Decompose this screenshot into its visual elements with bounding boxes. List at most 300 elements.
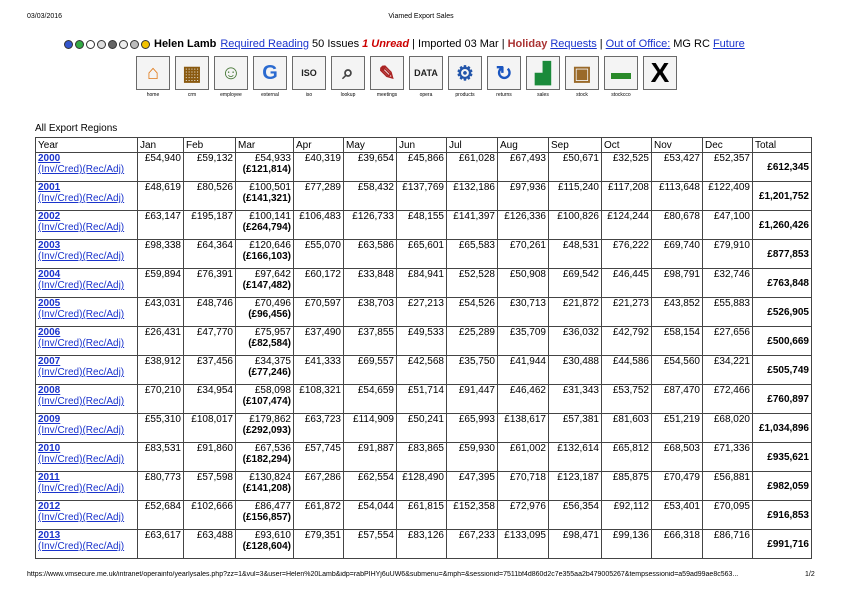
month-cell-feb: £63,488 (184, 530, 236, 559)
month-value: £75,957 (254, 327, 291, 338)
unread-count: 1 (362, 38, 369, 50)
year-cell (36, 269, 138, 298)
out-of-office-link[interactable]: Out of Office: (605, 38, 671, 50)
month-cell-oct: £32,525 (602, 153, 652, 182)
month-cell-apr: £108,321 (294, 385, 344, 414)
month-cell-nov: £53,427 (652, 153, 703, 182)
year-cell (36, 501, 138, 530)
toolbar-label: home (146, 92, 160, 98)
year-cell (36, 385, 138, 414)
month-cell-jun: £128,490 (397, 472, 447, 501)
column-header-aug: Aug (498, 138, 549, 153)
inv-cred-rec-adj-link[interactable]: (Inv/Cred)(Rec/Adj) (38, 541, 125, 552)
month-cell-sep: £30,488 (549, 356, 602, 385)
month-cell-aug: £50,908 (498, 269, 549, 298)
column-header-sep: Sep (549, 138, 602, 153)
month-value: £54,933 (254, 153, 291, 164)
magnifier-icon-glyph: ⌕ (342, 61, 354, 84)
toolbar-button-exit[interactable] (642, 56, 678, 98)
out-of-office-names: MG RC (673, 38, 710, 50)
table-row (36, 530, 812, 559)
adjustment-value: (£156,857) (242, 512, 291, 523)
month-cell-may: £54,044 (344, 501, 397, 530)
book-icon-glyph: ▬ (611, 61, 631, 84)
month-cell-jul: £52,528 (447, 269, 498, 298)
month-cell-apr: £67,286 (294, 472, 344, 501)
month-cell-jan: £54,940 (138, 153, 184, 182)
table-row (36, 269, 812, 298)
smiley-icon[interactable] (141, 40, 150, 49)
month-cell-may: £38,703 (344, 298, 397, 327)
month-cell-may: £58,432 (344, 182, 397, 211)
separator: | (599, 38, 603, 50)
month-cell-apr: £79,351 (294, 530, 344, 559)
month-cell-feb: £47,770 (184, 327, 236, 356)
month-cell-oct: £99,136 (602, 530, 652, 559)
year-cell (36, 414, 138, 443)
column-header-year: Year (36, 138, 138, 153)
month-cell-jan: £48,619 (138, 182, 184, 211)
inv-cred-rec-adj-link[interactable]: (Inv/Cred)(Rec/Adj) (38, 367, 125, 378)
month-cell-jul: £152,358 (447, 501, 498, 530)
year-link[interactable]: 2008 (38, 385, 61, 396)
month-cell-jul: £59,930 (447, 443, 498, 472)
toolbar-button-returns[interactable] (486, 56, 522, 98)
month-value: £86,477 (254, 501, 291, 512)
toolbar-button-external[interactable] (252, 56, 288, 98)
google-icon-glyph: G (262, 61, 278, 84)
month-cell-may: £57,554 (344, 530, 397, 559)
month-cell-oct: £46,445 (602, 269, 652, 298)
month-cell-jul: £67,233 (447, 530, 498, 559)
month-cell-mar (236, 182, 294, 211)
total-cell: £1,201,752 (753, 182, 812, 211)
adjustment-value: (£107,474) (242, 396, 291, 407)
adjustment-value: (£292,093) (242, 425, 291, 436)
month-cell-nov: £69,740 (652, 240, 703, 269)
month-cell-jan: £43,031 (138, 298, 184, 327)
month-cell-sep: £100,826 (549, 211, 602, 240)
adjustment-value: (£141,208) (242, 483, 291, 494)
table-row (36, 211, 812, 240)
year-link[interactable]: 2001 (38, 182, 61, 193)
toolbar-button-sales[interactable] (525, 56, 561, 98)
calendar-icon[interactable] (119, 40, 128, 49)
month-cell-nov: £53,401 (652, 501, 703, 530)
month-cell-dec: £27,656 (703, 327, 753, 356)
year-link[interactable]: 2007 (38, 356, 61, 367)
month-cell-nov: £58,154 (652, 327, 703, 356)
box-icon-glyph: ▣ (572, 62, 592, 85)
total-cell: £982,059 (753, 472, 812, 501)
separator: | (412, 38, 416, 50)
month-cell-dec: £55,883 (703, 298, 753, 327)
month-cell-nov: £113,648 (652, 182, 703, 211)
toolbar-label: external (261, 92, 279, 98)
inv-cred-rec-adj-link[interactable]: (Inv/Cred)(Rec/Adj) (38, 454, 125, 465)
inv-cred-rec-adj-link[interactable]: (Inv/Cred)(Rec/Adj) (38, 280, 125, 291)
adjustment-value: (£264,794) (242, 222, 291, 233)
month-cell-jun: £49,533 (397, 327, 447, 356)
pencil-paper-icon (370, 56, 404, 90)
month-cell-dec: £32,746 (703, 269, 753, 298)
year-link[interactable]: 2003 (38, 240, 61, 251)
month-cell-mar (236, 443, 294, 472)
month-cell-dec: £56,881 (703, 472, 753, 501)
month-cell-jan: £55,310 (138, 414, 184, 443)
month-cell-aug: £41,944 (498, 356, 549, 385)
month-cell-oct: £124,244 (602, 211, 652, 240)
year-link[interactable]: 2005 (38, 298, 61, 309)
month-cell-may: £126,733 (344, 211, 397, 240)
month-cell-may: £91,887 (344, 443, 397, 472)
month-cell-dec: £79,910 (703, 240, 753, 269)
month-cell-jul: £65,583 (447, 240, 498, 269)
month-cell-may: £39,654 (344, 153, 397, 182)
year-link[interactable]: 2004 (38, 269, 61, 280)
month-cell-may: £69,557 (344, 356, 397, 385)
toolbar-button-crm[interactable] (174, 56, 210, 98)
toolbar-label: sales (537, 92, 549, 98)
month-cell-sep: £115,240 (549, 182, 602, 211)
month-cell-oct: £92,112 (602, 501, 652, 530)
toolbar-button-home[interactable] (135, 56, 171, 98)
export-sales-table (35, 137, 812, 559)
future-link[interactable]: Future (712, 38, 745, 50)
year-cell (36, 356, 138, 385)
month-cell-nov: £66,318 (652, 530, 703, 559)
column-header-jul: Jul (447, 138, 498, 153)
month-cell-feb: £76,391 (184, 269, 236, 298)
year-link[interactable]: 2013 (38, 530, 61, 541)
table-header-row (36, 138, 812, 153)
month-cell-jul: £65,993 (447, 414, 498, 443)
sales-chart-icon-glyph: ▟ (535, 62, 551, 85)
toolbar-button-iso[interactable] (291, 56, 327, 98)
month-cell-aug: £67,493 (498, 153, 549, 182)
month-cell-aug: £72,976 (498, 501, 549, 530)
inv-cred-rec-adj-link[interactable]: (Inv/Cred)(Rec/Adj) (38, 338, 125, 349)
month-cell-nov: £87,470 (652, 385, 703, 414)
unread-label[interactable]: Unread (371, 38, 410, 50)
month-cell-mar (236, 298, 294, 327)
year-cell (36, 211, 138, 240)
adjustment-value: (£147,482) (242, 280, 291, 291)
year-link[interactable]: 2000 (38, 153, 61, 164)
month-cell-mar (236, 385, 294, 414)
month-cell-jan: £38,912 (138, 356, 184, 385)
month-cell-mar (236, 530, 294, 559)
month-cell-sep: £50,671 (549, 153, 602, 182)
document-icon[interactable] (130, 40, 139, 49)
total-cell: £500,669 (753, 327, 812, 356)
month-cell-aug: £133,095 (498, 530, 549, 559)
month-cell-jan: £70,210 (138, 385, 184, 414)
month-value: £93,610 (254, 530, 291, 541)
page-url: https://www.vmsecure.me.uk/intranet/operainfo/yearlysales.php?zz=1&vul=3&user=Helen%20Lamb&idp=rabPIHYj6uUW6&submenu=&mph=&sessionid=7511bf4d860d2c7e355aa2b479005267&tempsessionid=a59ad99ae8c563... (27, 571, 739, 578)
total-cell: £877,853 (753, 240, 812, 269)
total-cell: £763,848 (753, 269, 812, 298)
total-cell: £505,749 (753, 356, 812, 385)
month-cell-dec: £122,409 (703, 182, 753, 211)
month-cell-jun: £42,568 (397, 356, 447, 385)
total-cell: £1,260,426 (753, 211, 812, 240)
inv-cred-rec-adj-link[interactable]: (Inv/Cred)(Rec/Adj) (38, 164, 125, 175)
year-cell (36, 443, 138, 472)
column-header-jan: Jan (138, 138, 184, 153)
returns-icon (487, 56, 521, 90)
month-cell-apr: £61,872 (294, 501, 344, 530)
month-cell-feb: £37,456 (184, 356, 236, 385)
month-cell-aug: £61,002 (498, 443, 549, 472)
month-cell-aug: £30,713 (498, 298, 549, 327)
month-cell-oct: £65,812 (602, 443, 652, 472)
month-cell-feb: £57,598 (184, 472, 236, 501)
month-cell-jan: £52,684 (138, 501, 184, 530)
inv-cred-rec-adj-link[interactable]: (Inv/Cred)(Rec/Adj) (38, 425, 125, 436)
month-cell-mar (236, 414, 294, 443)
month-cell-may: £37,855 (344, 327, 397, 356)
month-cell-jun: £48,155 (397, 211, 447, 240)
toolbar-button-stock[interactable] (564, 56, 600, 98)
month-cell-oct: £76,222 (602, 240, 652, 269)
inv-cred-rec-adj-link[interactable]: (Inv/Cred)(Rec/Adj) (38, 222, 125, 233)
month-cell-apr: £40,319 (294, 153, 344, 182)
month-cell-dec: £52,357 (703, 153, 753, 182)
year-link[interactable]: 2006 (38, 327, 61, 338)
toolbar-button-stockcco[interactable] (603, 56, 639, 98)
month-cell-feb: £80,526 (184, 182, 236, 211)
month-value: £100,501 (249, 182, 291, 193)
opera-data-icon-glyph: DATA (414, 68, 438, 78)
month-cell-sep: £132,614 (549, 443, 602, 472)
month-cell-oct: £85,875 (602, 472, 652, 501)
inv-cred-rec-adj-link[interactable]: (Inv/Cred)(Rec/Adj) (38, 309, 125, 320)
month-cell-feb: £34,954 (184, 385, 236, 414)
year-cell (36, 530, 138, 559)
year-cell (36, 153, 138, 182)
toolbar-label: iso (305, 92, 313, 98)
column-header-apr: Apr (294, 138, 344, 153)
toolbar-button-employee[interactable] (213, 56, 249, 98)
month-cell-apr: £60,172 (294, 269, 344, 298)
total-cell: £1,034,896 (753, 414, 812, 443)
month-cell-oct: £117,208 (602, 182, 652, 211)
month-cell-nov: £68,503 (652, 443, 703, 472)
toolbar-label: stock (576, 92, 588, 98)
month-value: £179,862 (249, 414, 291, 425)
month-cell-sep: £57,381 (549, 414, 602, 443)
inv-cred-rec-adj-link[interactable]: (Inv/Cred)(Rec/Adj) (38, 396, 125, 407)
month-value: £34,375 (254, 356, 291, 367)
year-link[interactable]: 2009 (38, 414, 61, 425)
month-cell-oct: £42,792 (602, 327, 652, 356)
region-title: All Export Regions (35, 123, 118, 134)
toolbar-label: crm (187, 92, 197, 98)
month-cell-jun: £45,866 (397, 153, 447, 182)
month-cell-aug: £138,617 (498, 414, 549, 443)
top-status-bar (64, 37, 745, 51)
toolbar-button-opera[interactable] (408, 56, 444, 98)
month-cell-jan: £26,431 (138, 327, 184, 356)
table-row (36, 443, 812, 472)
inv-cred-rec-adj-link[interactable]: (Inv/Cred)(Rec/Adj) (38, 483, 125, 494)
holiday-label: Holiday (507, 38, 548, 50)
employee-icon-glyph: ☺ (220, 61, 242, 84)
year-cell (36, 182, 138, 211)
month-cell-jan: £63,617 (138, 530, 184, 559)
month-value: £67,536 (254, 443, 291, 454)
toolbar-label: returns (496, 92, 512, 98)
toolbar-button-meetings[interactable] (369, 56, 405, 98)
tools-icon[interactable] (86, 40, 95, 49)
month-cell-mar (236, 240, 294, 269)
month-cell-jul: £132,186 (447, 182, 498, 211)
table-row (36, 472, 812, 501)
table-row (36, 414, 812, 443)
column-header-mar: Mar (236, 138, 294, 153)
month-cell-sep: £98,471 (549, 530, 602, 559)
month-cell-sep: £31,343 (549, 385, 602, 414)
month-cell-oct: £21,273 (602, 298, 652, 327)
month-cell-feb: £64,364 (184, 240, 236, 269)
month-cell-dec: £71,336 (703, 443, 753, 472)
table-row (36, 501, 812, 530)
total-cell: £760,897 (753, 385, 812, 414)
year-link[interactable]: 2010 (38, 443, 61, 454)
month-cell-dec: £68,020 (703, 414, 753, 443)
adjustment-value: (£166,103) (242, 251, 291, 262)
month-cell-apr: £106,483 (294, 211, 344, 240)
adjustment-value: (£96,456) (248, 309, 291, 320)
month-value: £130,824 (249, 472, 291, 483)
month-cell-oct: £81,603 (602, 414, 652, 443)
month-cell-feb: £102,666 (184, 501, 236, 530)
month-value: £120,646 (249, 240, 291, 251)
month-cell-feb: £91,860 (184, 443, 236, 472)
month-cell-nov: £98,791 (652, 269, 703, 298)
month-cell-jun: £27,213 (397, 298, 447, 327)
inv-cred-rec-adj-link[interactable]: (Inv/Cred)(Rec/Adj) (38, 512, 125, 523)
iso-icon (292, 56, 326, 90)
employee-icon (214, 56, 248, 90)
returns-icon-glyph: ↻ (495, 62, 513, 85)
month-cell-sep: £69,542 (549, 269, 602, 298)
month-cell-dec: £70,095 (703, 501, 753, 530)
adjustment-value: (£77,246) (248, 367, 291, 378)
crm-icon (175, 56, 209, 90)
table-row (36, 385, 812, 414)
total-cell: £935,621 (753, 443, 812, 472)
month-value: £100,141 (249, 211, 291, 222)
month-cell-mar (236, 501, 294, 530)
toolbar-button-products[interactable] (447, 56, 483, 98)
month-cell-dec: £72,466 (703, 385, 753, 414)
table-row (36, 182, 812, 211)
toolbar-label: employee (220, 92, 242, 98)
year-link[interactable]: 2012 (38, 501, 61, 512)
total-cell: £526,905 (753, 298, 812, 327)
year-cell (36, 327, 138, 356)
table-row (36, 327, 812, 356)
table-row (36, 153, 812, 182)
toolbar-label: meetings (376, 92, 398, 98)
column-header-oct: Oct (602, 138, 652, 153)
month-cell-jan: £59,894 (138, 269, 184, 298)
month-cell-mar (236, 211, 294, 240)
month-cell-apr: £41,333 (294, 356, 344, 385)
settings-icon[interactable] (64, 40, 73, 49)
month-cell-may: £62,554 (344, 472, 397, 501)
print-date: 03/03/2016 (27, 13, 63, 20)
year-link[interactable]: 2002 (38, 211, 61, 222)
adjustment-value: (£82,584) (248, 338, 291, 349)
month-cell-may: £63,586 (344, 240, 397, 269)
month-cell-mar (236, 327, 294, 356)
month-cell-dec: £34,221 (703, 356, 753, 385)
table-row (36, 298, 812, 327)
month-cell-feb: £59,132 (184, 153, 236, 182)
magnifier-icon (331, 56, 365, 90)
toolbar-label: stockcco (611, 92, 631, 98)
month-cell-may: £33,848 (344, 269, 397, 298)
month-cell-feb: £48,746 (184, 298, 236, 327)
search-icon[interactable] (97, 40, 106, 49)
month-cell-sep: £21,872 (549, 298, 602, 327)
month-cell-jul: £91,447 (447, 385, 498, 414)
month-cell-apr: £63,723 (294, 414, 344, 443)
inv-cred-rec-adj-link[interactable]: (Inv/Cred)(Rec/Adj) (38, 251, 125, 262)
month-cell-apr: £55,070 (294, 240, 344, 269)
year-cell (36, 240, 138, 269)
adjustment-value: (£121,814) (242, 164, 291, 175)
toolbar-label: opera (419, 92, 433, 98)
inv-cred-rec-adj-link[interactable]: (Inv/Cred)(Rec/Adj) (38, 193, 125, 204)
month-value: £70,496 (254, 298, 291, 309)
month-cell-aug: £46,462 (498, 385, 549, 414)
main-toolbar (135, 56, 678, 98)
required-reading-link[interactable]: Required Reading (220, 38, 310, 50)
toolbar-button-lookup[interactable] (330, 56, 366, 98)
month-cell-aug: £97,936 (498, 182, 549, 211)
table-body (36, 153, 812, 559)
globe-icon[interactable] (108, 40, 117, 49)
month-cell-mar (236, 356, 294, 385)
month-cell-jan: £98,338 (138, 240, 184, 269)
close-x-icon-glyph: X (650, 57, 670, 88)
year-link[interactable]: 2011 (38, 472, 60, 483)
month-cell-apr: £37,490 (294, 327, 344, 356)
year-cell (36, 472, 138, 501)
pencil-paper-icon-glyph: ✎ (378, 62, 396, 85)
month-cell-dec: £86,716 (703, 530, 753, 559)
issues-count: 50 Issues (312, 38, 360, 50)
requests-link[interactable]: Requests (550, 38, 597, 50)
month-cell-aug: £70,718 (498, 472, 549, 501)
month-cell-jul: £25,289 (447, 327, 498, 356)
year-cell (36, 298, 138, 327)
month-cell-jul: £47,395 (447, 472, 498, 501)
gears-icon-glyph: ⚙ (456, 62, 474, 85)
month-cell-jul: £35,750 (447, 356, 498, 385)
user-name: Helen Lamb (154, 38, 217, 50)
column-header-total: Total (753, 138, 812, 153)
home-icon-glyph: ⌂ (146, 61, 160, 84)
month-value: £58,098 (254, 385, 291, 396)
table-row (36, 356, 812, 385)
refresh-icon[interactable] (75, 40, 84, 49)
month-cell-jun: £65,601 (397, 240, 447, 269)
